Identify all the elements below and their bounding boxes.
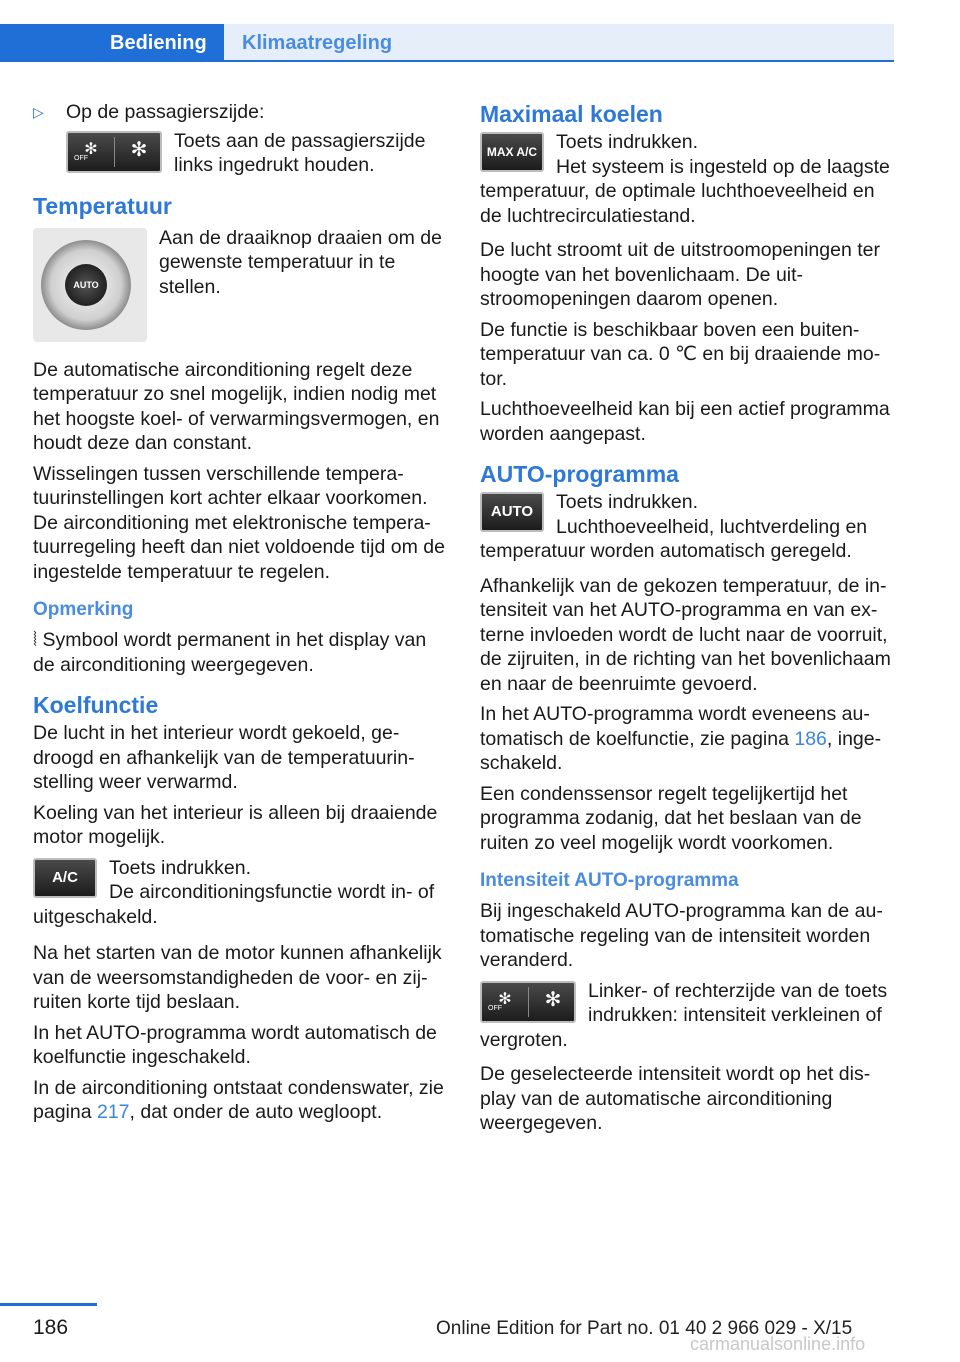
fan-button-image xyxy=(66,131,162,173)
page-link-186[interactable]: 186 xyxy=(794,727,827,750)
fan-small-icon: ✻ xyxy=(84,140,98,158)
knob-auto-label: AUTO xyxy=(65,264,107,306)
temperature-heading: Temperatuur xyxy=(33,192,172,219)
temperature-knob-image xyxy=(33,228,147,342)
tab-klimaatregeling[interactable] xyxy=(224,24,894,62)
note-text: Symbool wordt permanent in het display van de airconditioning weergegeven. xyxy=(33,629,427,676)
note-heading: Opmerking xyxy=(33,599,134,620)
fan-large-icon: ✻ xyxy=(544,988,562,1011)
ac-button-image: A/C xyxy=(33,858,97,898)
max-text-1: Toets indrukken. xyxy=(556,131,698,153)
intensity-button-image xyxy=(480,981,576,1023)
edition-text: Online Edition for Part no. 01 40 2 966 029 - X/15 xyxy=(436,1318,853,1339)
paragraph: Afhankelijk van de gekozen temperatuur, de intensiteit van het AUTO-programma en van externe invloeden wordt de lucht naar de voorruit, de zijruiten, in de richting van het bovenlichaam en naar de beenruimte gevoerd. xyxy=(480,574,891,695)
header xyxy=(0,0,960,62)
paragraph: Luchthoeveelheid kan bij een actief programma worden aangepast. xyxy=(480,398,890,445)
max-cooling-heading: Maximaal koelen xyxy=(480,101,663,127)
paragraph: De functie is beschikbaar boven een buitentemperatuur van ca. 0 ℃ en bij draaiende motor. xyxy=(480,318,881,390)
ac-text-2: De airconditioningsfunctie wordt in- of uitgeschakeld. xyxy=(33,881,435,928)
temperature-text: Aan de draaiknop draaien om de gewenste temperatuur in te stellen. xyxy=(159,226,442,298)
auto-text-1: Toets indrukken. xyxy=(556,491,698,513)
header-divider xyxy=(0,60,894,62)
tab-klimaatregeling-label: Klimaatregeling xyxy=(242,32,393,54)
intensity-heading: Intensiteit AUTO-programma xyxy=(480,870,739,891)
paragraph: Een condenssensor regelt tegelijkertijd het programma zodanig, dat het beslaan van de ruiten zo veel mogelijk wordt voorkomen. xyxy=(480,782,862,854)
paragraph: Koeling van het interieur is alleen bij draaiende motor mogelijk. xyxy=(33,801,438,848)
auto-program-heading: AUTO-programma xyxy=(480,461,679,487)
note-paragraph xyxy=(33,628,449,677)
paragraph: Bij ingeschakeld AUTO-programma kan de automatische regeling van de intensiteit worden veranderd. xyxy=(480,900,883,971)
fan-large-icon: ✻ xyxy=(130,138,148,161)
off-label: OFF xyxy=(488,1004,502,1012)
paragraph: De lucht stroomt uit de uitstroomopeningen ter hoogte van het bovenlichaam. De uitstroomopeningen daarom openen. xyxy=(480,239,880,310)
max-ac-button-image: MAX A/C xyxy=(480,132,544,172)
paragraph: De lucht in het interieur wordt gekoeld, gedroogd en afhankelijk van de temperatuurinstelling weer verwarmd. xyxy=(33,722,415,793)
passenger-text: Toets aan de passagierszijde links ingedrukt houden. xyxy=(174,129,426,176)
left-column xyxy=(33,100,449,1131)
tab-bediening-label: Bediening xyxy=(110,32,207,54)
page-link-217[interactable]: 217 xyxy=(96,1101,130,1123)
watermark: carmanualsonline.info xyxy=(690,1334,866,1354)
paragraph: Wisselingen tussen verschillende temperatuurinstellingen kort achter elkaar voorkomen. De airconditioning met elektronische temperatuurregeling heeft dan niet voldoende tijd om de ingestelde temperatuur te regelen. xyxy=(33,462,445,583)
paragraph: In het AUTO-programma wordt eveneens automatisch de koelfunctie, zie pagina 186, ingeschakeld. xyxy=(480,703,882,774)
intensity-text: Linker- of rechterzijde van de toets indrukken: intensiteit verkleinen of vergroten. xyxy=(480,979,888,1051)
paragraph: De automatische airconditioning regelt deze temperatuur zo snel mogelijk, indien nodig met het hoogste koel- of verwarmingsvermogen, en houdt deze dan constant. xyxy=(33,358,440,454)
off-label: OFF xyxy=(74,154,88,162)
passenger-item xyxy=(33,100,449,178)
auto-text-2: Luchthoeveelheid, luchtverdeling en temperatuur worden automatisch geregeld. xyxy=(480,515,868,562)
page-number: 186 xyxy=(33,1316,69,1339)
paragraph: Na het starten van de motor kunnen afhankelijk van de weersomstandigheden de voor- en zijruiten korte tijd beslaan. xyxy=(33,942,442,1013)
footer-divider xyxy=(0,1303,97,1306)
max-text-2: Het systeem is ingesteld op de laagste temperatuur, de optimale luchthoeveelheid en de luchtrecirculatiestand. xyxy=(480,155,890,227)
paragraph: In het AUTO-programma wordt automatisch de koelfunctie ingeschakeld. xyxy=(33,1021,437,1068)
passenger-title: Op de passagierszijde: xyxy=(66,101,265,123)
tab-bediening[interactable] xyxy=(0,24,224,62)
auto-button-image: AUTO xyxy=(480,492,544,532)
cooling-heading: Koelfunctie xyxy=(33,692,159,718)
ac-text-1: Toets indrukken. xyxy=(109,856,251,879)
defrost-symbol-icon: ⦚ xyxy=(33,629,38,651)
paragraph: De geselecteerde intensiteit wordt op het display van de automatische airconditioning weergegeven. xyxy=(480,1063,871,1134)
bullet-triangle-icon: ▷ xyxy=(33,104,44,120)
right-column xyxy=(480,100,896,1142)
fan-small-icon: ✻ xyxy=(498,990,512,1008)
paragraph: In de airconditioning ontstaat condenswater, zie pagina 217, dat onder de auto wegloopt. xyxy=(33,1076,444,1123)
